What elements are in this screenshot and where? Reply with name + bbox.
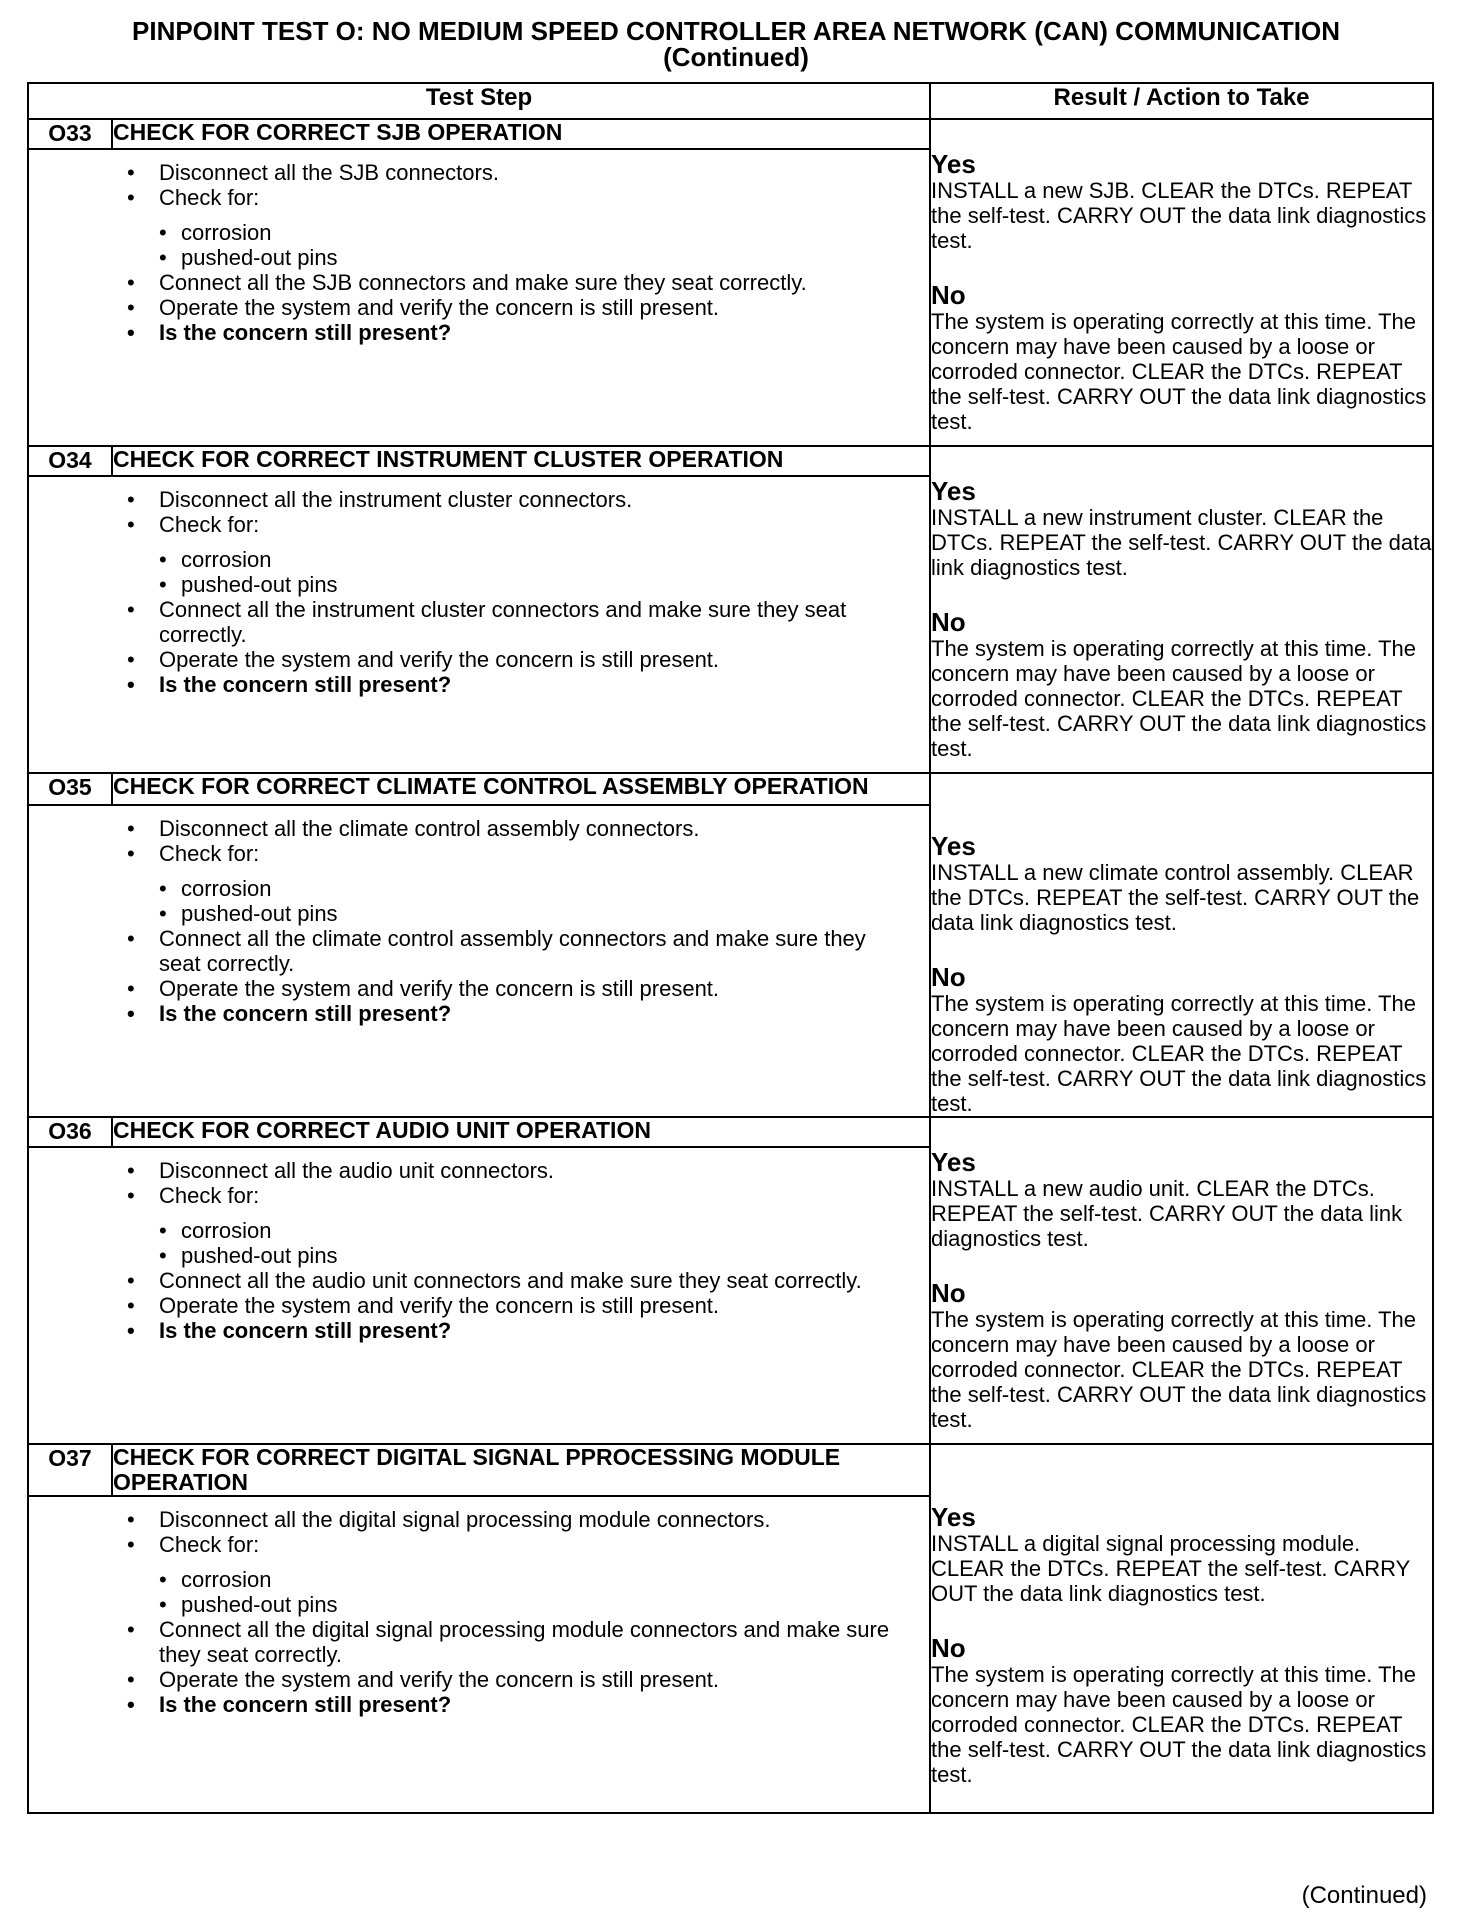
step-row-o37 <box>28 1444 1433 1496</box>
step-result <box>930 119 1433 446</box>
list-item: • Connect all the climate control assembly connectors and make sure they seat correctly. <box>127 926 866 977</box>
result-no-label: No <box>931 607 966 637</box>
list-item: • Connect all the audio unit connectors and make sure they seat correctly. <box>127 1268 862 1293</box>
page-subtitle: (Continued) <box>663 42 809 72</box>
result-no-text: The system is operating correctly at this time. The concern may have been caused by a loose or corroded connector. CLEAR the DTCs. REPEAT the self-test. CARRY OUT the data link diagnostics test. <box>931 991 1427 1116</box>
pinpoint-test-table <box>27 82 1434 1814</box>
list-item: • corrosion <box>159 1218 272 1243</box>
result-no-label: No <box>931 962 966 992</box>
list-item: • Disconnect all the digital signal processing module connectors. <box>127 1507 771 1532</box>
step-instructions <box>29 477 929 705</box>
step-instructions <box>29 806 929 1034</box>
step-number: O34 <box>28 446 112 476</box>
result-yes-text: INSTALL a new audio unit. CLEAR the DTCs. REPEAT the self-test. CARRY OUT the data link diagnostics test. <box>931 1176 1403 1251</box>
list-item: • Disconnect all the climate control assembly connectors. <box>127 816 700 842</box>
step-number: O36 <box>28 1117 112 1147</box>
list-item: • corrosion <box>159 876 272 902</box>
list-item-question: • Is the concern still present? <box>127 320 452 345</box>
list-item: • pushed-out pins <box>159 901 338 927</box>
step-row-o33 <box>28 119 1433 149</box>
list-item: • Operate the system and verify the concern is still present. <box>127 1293 720 1318</box>
list-item: • pushed-out pins <box>159 572 338 597</box>
result-yes-label: Yes <box>931 831 976 861</box>
result-yes-label: Yes <box>931 1147 976 1177</box>
step-result <box>930 446 1433 773</box>
result-yes-text: INSTALL a new climate control assembly. CLEAR the DTCs. REPEAT the self-test. CARRY OUT the data link diagnostics test. <box>931 860 1420 935</box>
result-no-text: The system is operating correctly at this time. The concern may have been caused by a loose or corroded connector. CLEAR the DTCs. REPEAT the self-test. CARRY OUT the data link diagnostics test. <box>931 636 1427 761</box>
step-result <box>930 773 1433 1117</box>
page-title: PINPOINT TEST O: NO MEDIUM SPEED CONTROLLER AREA NETWORK (CAN) COMMUNICATION <box>132 16 1340 46</box>
list-item: • Connect all the SJB connectors and make sure they seat correctly. <box>127 270 807 295</box>
step-title: CHECK FOR CORRECT INSTRUMENT CLUSTER OPERATION <box>112 446 930 476</box>
step-body <box>28 149 930 446</box>
list-item: • corrosion <box>159 1567 272 1592</box>
result-yes-label: Yes <box>931 1502 976 1532</box>
list-item: • Disconnect all the SJB connectors. <box>127 160 499 185</box>
list-item: • Connect all the instrument cluster connectors and make sure they seat correctly. <box>127 597 847 647</box>
list-item: • Check for: <box>127 841 260 867</box>
result-no-text: The system is operating correctly at this time. The concern may have been caused by a loose or corroded connector. CLEAR the DTCs. REPEAT the self-test. CARRY OUT the data link diagnostics test. <box>931 309 1427 434</box>
list-item: • Disconnect all the audio unit connectors. <box>127 1158 555 1183</box>
list-item: • Check for: <box>127 185 260 210</box>
step-body <box>28 805 930 1117</box>
continued-footer: (Continued) <box>1301 1882 1427 1909</box>
step-body <box>28 1147 930 1444</box>
list-item: • Operate the system and verify the concern is still present. <box>127 647 720 672</box>
list-item: • Check for: <box>127 1183 260 1208</box>
step-instructions <box>29 150 929 353</box>
list-item: • corrosion <box>159 547 272 572</box>
result-no-label: No <box>931 280 966 310</box>
list-item-question: • Is the concern still present? <box>127 1001 452 1027</box>
result-no-text: The system is operating correctly at this time. The concern may have been caused by a loose or corroded connector. CLEAR the DTCs. REPEAT the self-test. CARRY OUT the data link diagnostics test. <box>931 1662 1427 1787</box>
list-item-question: • Is the concern still present? <box>127 1692 452 1717</box>
list-item: • Disconnect all the instrument cluster connectors. <box>127 487 633 512</box>
step-number: O33 <box>28 119 112 149</box>
result-yes-label: Yes <box>931 476 976 506</box>
step-title: CHECK FOR CORRECT AUDIO UNIT OPERATION <box>112 1117 930 1147</box>
step-row-o34 <box>28 446 1433 476</box>
list-item: • Operate the system and verify the concern is still present. <box>127 976 720 1002</box>
list-item: • pushed-out pins <box>159 1592 338 1617</box>
result-no-label: No <box>931 1633 966 1663</box>
result-yes-text: INSTALL a new SJB. CLEAR the DTCs. REPEAT the self-test. CARRY OUT the data link diagnostics test. <box>931 178 1427 253</box>
result-no-label: No <box>931 1278 966 1308</box>
step-number: O35 <box>28 773 112 805</box>
step-body <box>28 476 930 773</box>
list-item-question: • Is the concern still present? <box>127 1318 452 1343</box>
list-item: • Connect all the digital signal processing module connectors and make sure they seat correctly. <box>127 1617 890 1667</box>
list-item: • Operate the system and verify the concern is still present. <box>127 1667 720 1692</box>
step-result <box>930 1444 1433 1813</box>
column-header-result: Result / Action to Take <box>930 83 1433 119</box>
list-item: • Check for: <box>127 1532 260 1557</box>
result-yes-label: Yes <box>931 149 976 179</box>
column-header-test-step: Test Step <box>28 83 930 119</box>
step-title: CHECK FOR CORRECT DIGITAL SIGNAL PPROCESSING MODULE OPERATION <box>112 1444 930 1496</box>
step-instructions <box>29 1497 929 1725</box>
result-yes-text: INSTALL a digital signal processing module. CLEAR the DTCs. REPEAT the self-test. CARRY OUT the data link diagnostics test. <box>931 1531 1410 1606</box>
list-item: • corrosion <box>159 220 272 245</box>
step-result <box>930 1117 1433 1444</box>
step-instructions <box>29 1148 929 1351</box>
list-item: • pushed-out pins <box>159 1243 338 1268</box>
list-item: • pushed-out pins <box>159 245 338 270</box>
list-item-question: • Is the concern still present? <box>127 672 452 697</box>
step-number: O37 <box>28 1444 112 1496</box>
step-title: CHECK FOR CORRECT SJB OPERATION <box>112 119 930 149</box>
result-no-text: The system is operating correctly at this time. The concern may have been caused by a loose or corroded connector. CLEAR the DTCs. REPEAT the self-test. CARRY OUT the data link diagnostics test. <box>931 1307 1427 1432</box>
step-body <box>28 1496 930 1813</box>
step-row-o35 <box>28 773 1433 805</box>
list-item: • Operate the system and verify the concern is still present. <box>127 295 720 320</box>
step-row-o36 <box>28 1117 1433 1147</box>
step-title: CHECK FOR CORRECT CLIMATE CONTROL ASSEMBLY OPERATION <box>112 773 930 805</box>
list-item: • Check for: <box>127 512 260 537</box>
result-yes-text: INSTALL a new instrument cluster. CLEAR the DTCs. REPEAT the self-test. CARRY OUT the data link diagnostics test. <box>931 505 1432 580</box>
